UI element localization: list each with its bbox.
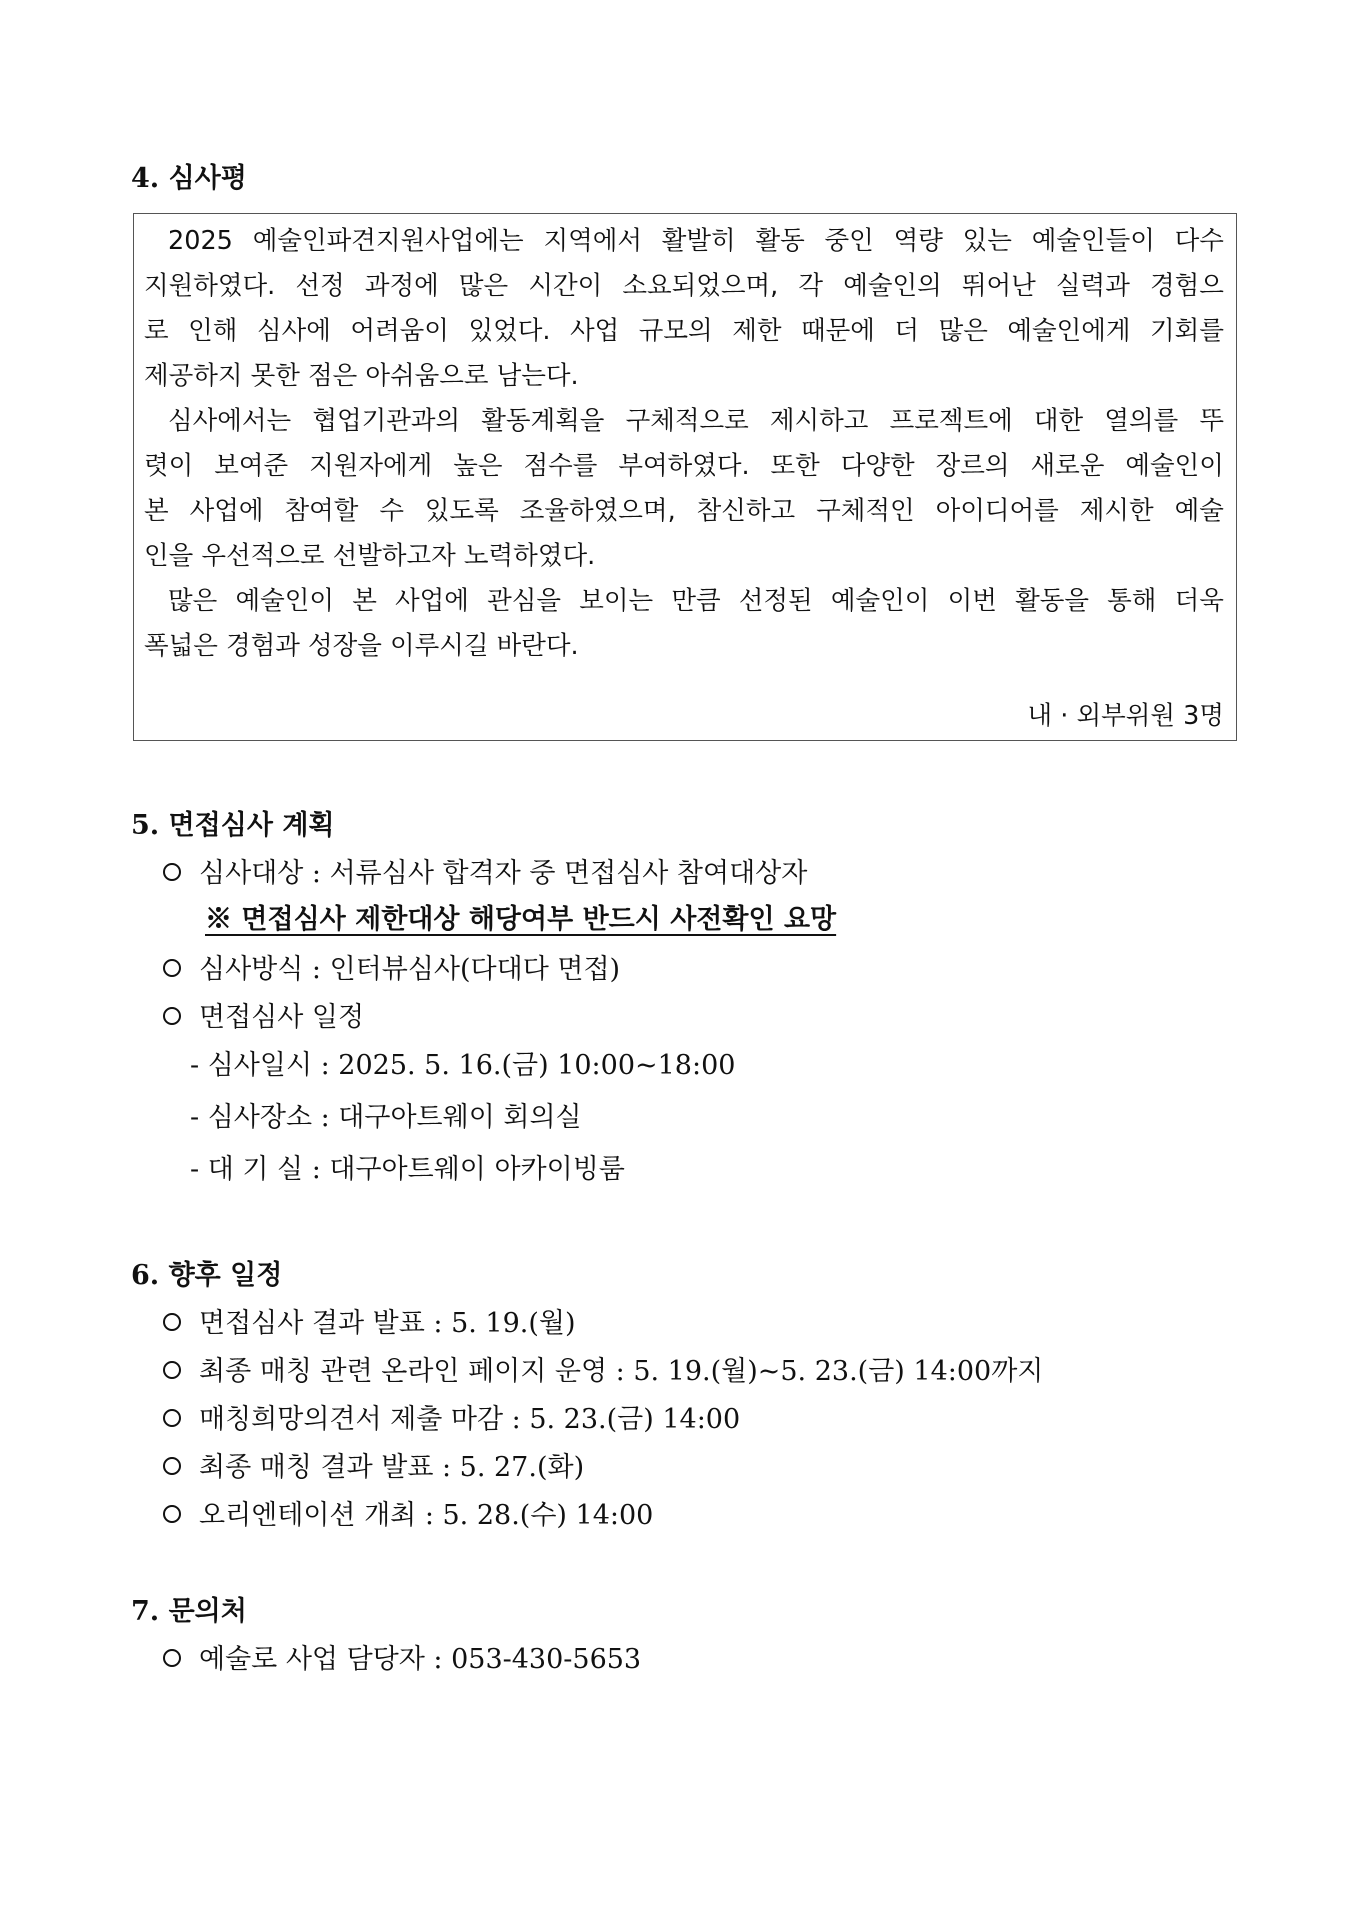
review-word: 중인: [824, 226, 874, 256]
review-word: 구체적인: [816, 496, 915, 526]
review-word: 구체적으로: [625, 406, 749, 436]
review-word: 열의를: [1104, 406, 1179, 436]
review-word: 선정된: [738, 586, 813, 616]
review-word: 로: [144, 316, 169, 346]
review-word: 또한: [770, 451, 820, 481]
review-word: 조율하였으며,: [519, 496, 676, 526]
review-word: 활동: [755, 226, 805, 256]
upcoming-item: [163, 1454, 584, 1481]
review-word: 실력과: [1055, 271, 1130, 301]
review-word: 높은: [453, 451, 503, 481]
review-word: 사업에: [189, 496, 264, 526]
interview-method-text: 심사방식 : 인터뷰심사(다대다 면접): [199, 954, 621, 985]
review-word: 사업: [569, 316, 620, 346]
circle-bullet-icon: [163, 1649, 181, 1667]
review-word: 다수: [1174, 226, 1224, 256]
review-word: 예술인들이: [1031, 226, 1155, 256]
review-word: 있도록: [424, 496, 499, 526]
section-title-review: 4. 심사평: [131, 163, 247, 194]
review-word: 활발히: [661, 226, 736, 256]
review-word: 수: [379, 496, 404, 526]
section-title-contact: 7. 문의처: [131, 1596, 247, 1627]
review-line: [144, 541, 1224, 571]
review-word: 있는: [962, 226, 1012, 256]
review-line: [144, 586, 1224, 616]
review-word: 2025: [168, 226, 233, 256]
upcoming-item-text: 최종 매칭 결과 발표 : 5. 27.(화): [199, 1452, 585, 1483]
review-word: 예술인파견지원사업에는: [252, 226, 524, 256]
interview-schedule-place: - 심사장소 : 대구아트웨이 회의실: [190, 1102, 582, 1133]
review-word: 보여준: [214, 451, 289, 481]
review-word: 예술인이: [830, 586, 930, 616]
review-word: 예술인의: [843, 271, 942, 301]
review-word: 예술인이: [1125, 451, 1224, 481]
circle-bullet-icon: [163, 863, 181, 881]
review-word: 사업에: [395, 586, 469, 616]
circle-bullet-icon: [163, 1505, 181, 1523]
review-line: [144, 271, 1224, 301]
circle-bullet-icon: [163, 1361, 181, 1379]
review-word: 제시한: [1079, 496, 1154, 526]
review-word: 만큼: [671, 586, 721, 616]
review-word: 시간이: [528, 271, 603, 301]
review-word: 렷이: [144, 451, 194, 481]
review-word: 예술: [1174, 496, 1224, 526]
review-line: [144, 451, 1224, 481]
circle-bullet-icon: [163, 959, 181, 977]
upcoming-item-text: 매칭희망의견서 제출 마감 : 5. 23.(금) 14:00: [199, 1404, 741, 1435]
review-word: 참여할: [284, 496, 359, 526]
review-word: 더: [894, 316, 920, 346]
interview-target: [163, 860, 807, 887]
review-word: 이번: [947, 586, 997, 616]
review-signature: 내 · 외부위원 3명: [1027, 701, 1224, 731]
review-word: 통해: [1107, 586, 1157, 616]
circle-bullet-icon: [163, 1007, 181, 1025]
section-title-upcoming: 6. 향후 일정: [131, 1260, 283, 1291]
section-title-interview: 5. 면접심사 계획: [131, 810, 335, 841]
interview-schedule-datetime: - 심사일시 : 2025. 5. 16.(금) 10:00~18:00: [190, 1050, 736, 1081]
review-word: 심사에: [256, 316, 331, 346]
review-word: 장르의: [935, 451, 1010, 481]
contact-item: [163, 1646, 641, 1673]
review-word: 있었다.: [468, 316, 551, 346]
review-word: 소요되었으며,: [622, 271, 779, 301]
review-line: [144, 496, 1224, 526]
review-word: 역량: [893, 226, 943, 256]
review-word: 지원자에게: [309, 451, 433, 481]
review-line: [144, 226, 1224, 256]
review-word: 선정: [295, 271, 345, 301]
review-word: 많은: [168, 586, 218, 616]
review-word: 지역에서: [543, 226, 642, 256]
review-word: 본: [352, 586, 377, 616]
review-word: 다양한: [840, 451, 915, 481]
upcoming-item: [163, 1502, 653, 1529]
review-word: 과정에: [364, 271, 439, 301]
review-word: 점수를: [523, 451, 598, 481]
review-word: 경험으: [1149, 271, 1224, 301]
upcoming-item-text: 최종 매칭 관련 온라인 페이지 운영 : 5. 19.(월)~5. 23.(금) 14:00까지: [199, 1356, 1044, 1387]
circle-bullet-icon: [163, 1457, 181, 1475]
upcoming-item-text: 면접심사 결과 발표 : 5. 19.(월): [199, 1308, 576, 1339]
interview-schedule-title: [163, 1004, 364, 1031]
review-line: [144, 316, 1224, 346]
review-word: 지원하였다.: [144, 271, 276, 301]
review-word: 대한: [1033, 406, 1084, 436]
review-word: 협업기관과의: [312, 406, 461, 436]
interview-schedule-title-text: 면접심사 일정: [199, 1002, 365, 1033]
review-word: 어려움이: [350, 316, 449, 346]
circle-bullet-icon: [163, 1409, 181, 1427]
review-word: 관심을: [487, 586, 562, 616]
review-text: 인을 우선적으로 선발하고자 노력하였다.: [144, 541, 596, 571]
review-word: 규모의: [638, 316, 713, 346]
review-word: 참신하고: [696, 496, 796, 526]
review-text: 폭넓은 경험과 성장을 이루시길 바란다.: [144, 631, 579, 661]
upcoming-item-text: 오리엔테이션 개최 : 5. 28.(수) 14:00: [199, 1500, 654, 1531]
review-word: 뛰어난: [961, 271, 1036, 301]
review-line: [144, 631, 1224, 661]
upcoming-item: [163, 1406, 740, 1433]
review-word: 프로젝트에: [889, 406, 1013, 436]
interview-notice: ※ 면접심사 제한대상 해당여부 반드시 사전확인 요망: [205, 904, 837, 935]
review-word: 부여하였다.: [618, 451, 750, 481]
review-text: 제공하지 못한 점은 아쉬움으로 남는다.: [144, 361, 579, 391]
interview-target-text: 심사대상 : 서류심사 합격자 중 면접심사 참여대상자: [199, 858, 808, 889]
review-word: 예술인에게: [1007, 316, 1131, 346]
review-word: 아이디어를: [935, 496, 1059, 526]
review-word: 예술인이: [235, 586, 335, 616]
review-line: [144, 406, 1224, 436]
review-word: 새로운: [1030, 451, 1105, 481]
review-word: 제시하고: [769, 406, 869, 436]
review-word: 각: [798, 271, 824, 301]
review-word: 심사에서는: [168, 406, 292, 436]
review-word: 보이는: [579, 586, 654, 616]
review-line: [144, 361, 1224, 391]
review-word: 본: [144, 496, 169, 526]
review-word: 기회를: [1150, 316, 1224, 346]
review-word: 때문에: [800, 316, 875, 346]
review-word: 활동계획을: [481, 406, 605, 436]
review-box: [133, 213, 1237, 741]
interview-schedule-waiting-room: - 대 기 실 : 대구아트웨이 아카이빙룸: [190, 1154, 625, 1185]
review-word: 인해: [188, 316, 238, 346]
review-word: 뚜: [1199, 406, 1224, 436]
review-word: 활동을: [1015, 586, 1089, 616]
upcoming-item: [163, 1358, 1043, 1385]
contact-item-text: 예술로 사업 담당자 : 053-430-5653: [199, 1644, 642, 1675]
circle-bullet-icon: [163, 1313, 181, 1331]
review-word: 많은: [458, 271, 509, 301]
interview-method: [163, 956, 620, 983]
review-word: 많은: [938, 316, 988, 346]
upcoming-item: [163, 1310, 576, 1337]
review-word: 더욱: [1174, 586, 1224, 616]
review-word: 제한: [732, 316, 782, 346]
